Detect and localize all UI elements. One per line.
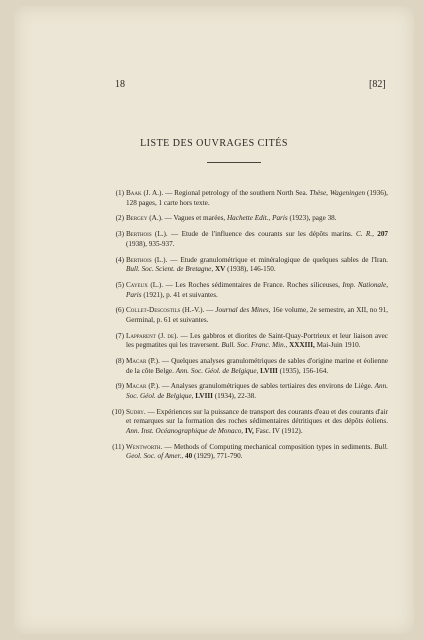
reference-source: Imp. Nationale, Paris (126, 280, 388, 299)
reference-author: Berthois (L.). (126, 230, 168, 239)
reference-details: (1938), 146-150. (225, 265, 276, 274)
reference-details: Fasc. IV (1912). (253, 426, 303, 435)
reference-details: 16e volume, 2e semestre, an XII, no 91, Germinal, p. 61 et suivantes. (126, 306, 388, 324)
reference-title: — Expériences sur la puissance de transport des courants d'eau et des courants d'air et remarques sur la formation des roches sédimentaires détritiques et des dépôts éoliens. (126, 407, 388, 426)
bracket-page-number: [82] (369, 79, 386, 90)
reference-source: Ann. Soc. Géol. de Belgique, (126, 382, 388, 400)
reference-volume: XXXIII, (287, 341, 315, 350)
reference-volume: 207 (373, 230, 389, 239)
reference-number: (2) (115, 214, 124, 223)
reference-author: Cayeux (L.). (126, 280, 164, 289)
reference-number: (9) (115, 382, 124, 391)
reference-author: Lapparent (J. de). (126, 331, 179, 340)
reference-details: (1936), 128 pages, 1 carte hors texte. (126, 189, 388, 207)
reference-title: — Les Roches sédimentaires de France. Roches siliceuses, (163, 280, 343, 289)
reference-details: (1935), 156-164. (277, 366, 329, 375)
reference-source: Bull. Geol. Soc. of Amer., (126, 442, 388, 461)
reference-author: Berthois (L.). (126, 255, 168, 264)
reference-item (102, 332, 388, 351)
reference-author: Collet-Descostils (H.-V.). (126, 306, 205, 315)
reference-source: Ann. Soc. Géol. de Belgique, (175, 366, 259, 375)
reference-list (102, 189, 388, 468)
reference-source: Bull. Soc. Scient. de Bretagne, (126, 265, 214, 274)
reference-item (102, 189, 388, 208)
reference-item (102, 408, 388, 437)
reference-number: (6) (115, 306, 124, 315)
reference-number: (4) (115, 255, 124, 264)
reference-number: (1) (115, 189, 124, 197)
reference-title: — Quelques analyses granulométriques de sables d'origine marine et éolienne de la côte Belge. (126, 357, 388, 375)
reference-number: (7) (115, 331, 124, 340)
reference-item (102, 357, 388, 376)
reference-author: Baak (J. A.). (126, 189, 164, 197)
reference-author: Macar (P.). (126, 357, 160, 366)
page-title: LISTE DES OUVRAGES CITÉS (140, 138, 288, 149)
reference-title: — Analyses granulométriques de sables tertiaires des environs de Liège. (159, 382, 375, 391)
reference-number: (11) (112, 442, 124, 451)
reference-title: — Regional petrology of the southern North Sea. (163, 189, 310, 197)
reference-item (102, 443, 388, 462)
reference-details: (1921), p. 41 et suivantes. (141, 290, 218, 299)
reference-source: Hachette Edit., Paris (226, 214, 288, 223)
title-divider (207, 162, 261, 163)
reference-item (102, 214, 388, 224)
reference-item (102, 256, 388, 275)
reference-item (102, 281, 388, 300)
page-number: 18 (115, 79, 125, 90)
reference-volume: XV (213, 265, 226, 274)
reference-author: Sudry. (126, 407, 146, 416)
reference-title: — Etude granulométrique et minéralogique de quelques sables de l'Iran. (167, 255, 388, 264)
reference-number: (10) (112, 407, 124, 416)
reference-source: Thèse, Wageningen (309, 189, 366, 197)
reference-number: (3) (115, 230, 124, 239)
reference-author: Bergey (A.). (126, 214, 163, 223)
reference-volume: LVIII (193, 392, 213, 400)
reference-source: Ann. Inst. Océanographique de Monaco, (126, 426, 244, 435)
reference-volume: LVIII (258, 366, 278, 375)
reference-title: — Les gabbros et diorites de Saint-Quay-Portrieux et leur liaison avec les pegmatites qui les traversent. (126, 331, 389, 350)
reference-title: — Methods of Computing mechanical composition types in sediments. (162, 442, 375, 451)
reference-author: Wentworth. (126, 442, 163, 451)
reference-source: Bull. Soc. Franc. Min., (221, 341, 288, 350)
reference-source: Journal des Mines, (215, 306, 271, 315)
reference-title: — (204, 306, 216, 315)
document-page (14, 6, 414, 634)
reference-title: — Etude de l'influence des courants sur les dépôts marins. (167, 230, 356, 239)
reference-title: — Vagues et marées, (162, 214, 227, 223)
reference-author: Macar (P.). (126, 382, 160, 391)
reference-volume: IV, (243, 426, 254, 435)
reference-item (102, 382, 388, 401)
reference-details: (1938), 935-937. (126, 239, 175, 248)
reference-volume: 40 (183, 452, 193, 461)
reference-details: Mai-Juin 1910. (314, 341, 361, 350)
reference-item (102, 306, 388, 325)
reference-number: (5) (115, 280, 124, 289)
reference-item (102, 230, 388, 249)
reference-details: (1923), page 38. (287, 214, 337, 223)
reference-details: (1934), 22-38. (212, 392, 257, 400)
reference-details: (1929), 771-790. (192, 452, 243, 461)
reference-source: C. R., (355, 230, 374, 239)
reference-number: (8) (115, 357, 124, 366)
